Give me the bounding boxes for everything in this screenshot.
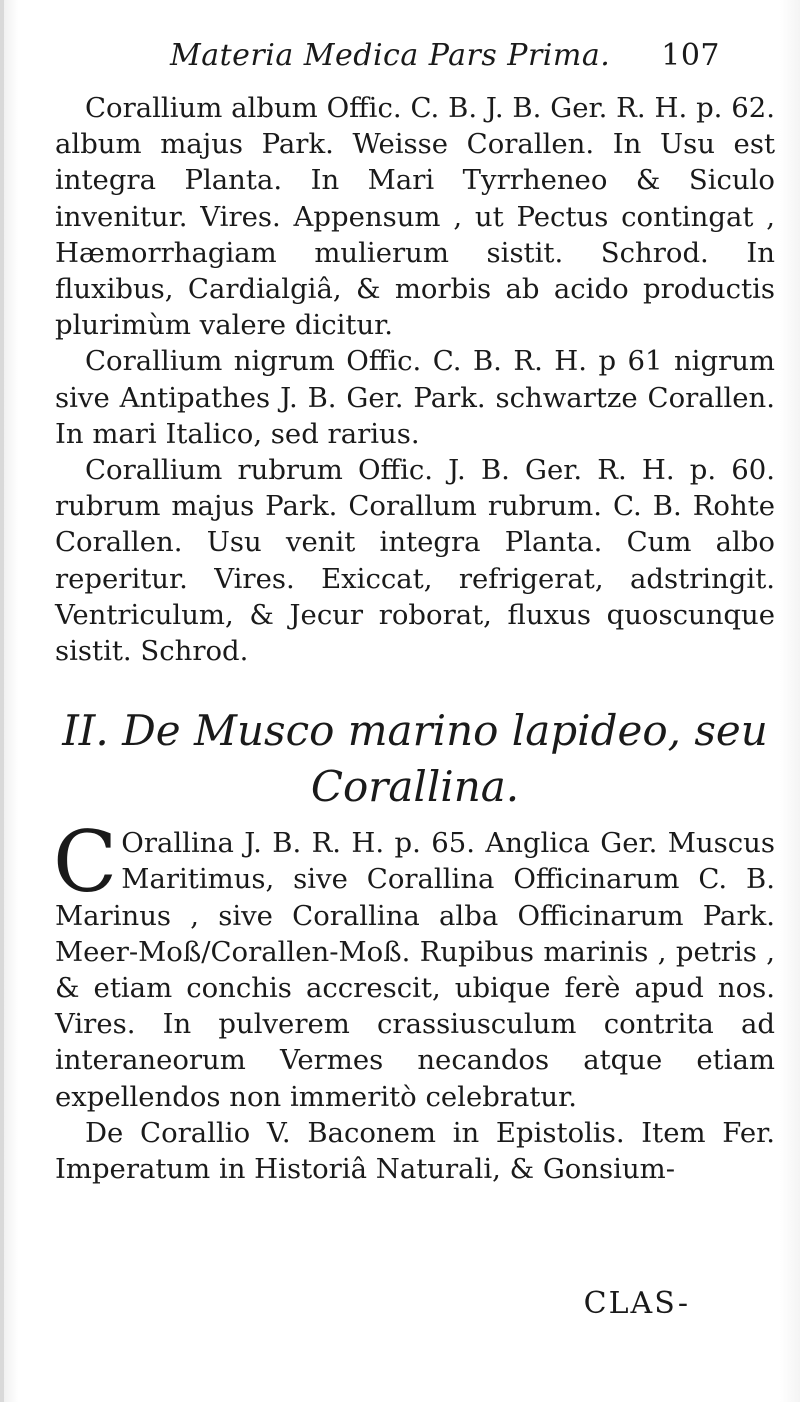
paragraph-corallium-rubrum: Corallium rubrum Offic. J. B. Ger. R. H. p. 60. rubrum majus Park. Corallum rubrum. C. B. Rohte Corallen. Usu venit integra Planta. Cum albo reperitur. Vires. Exiccat, refrigerat, adstringit. Ventriculum, & Jecur roborat, fluxus quoscunque sistit. Schrod.	[55, 454, 775, 668]
section-heading	[55, 703, 775, 815]
page-edge-shadow	[0, 0, 4, 1402]
paragraph-de-corallio	[55, 1115, 775, 1187]
paragraph-corallina	[53, 813, 775, 1115]
paragraph-corallium-nigrum: Corallium nigrum Offic. C. B. R. H. p 61 nigrum sive Antipathes J. B. Ger. Park. schwartze Corallen. In mari Italico, sed rarius.	[55, 345, 775, 450]
paragraph-corallina-text: Orallina J. B. R. H. p. 65. Anglica Ger. Muscus Maritimus, sive Corallina Officinarum C. B. Marinus , sive Corallina alba Officinarum Park. Meer-Moß/Corallen-Moß. Rupibus marinis , petris , & etiam conchis accrescit, ubique ferè apud nos. Vires. In pulverem crassiusculum contrita ad interaneorum Vermes necandos atque etiam expellendos non immeritò celebratur.	[55, 827, 775, 1113]
drop-capital: C	[53, 813, 118, 912]
page-number: 107	[661, 38, 720, 73]
body-text	[55, 90, 775, 1187]
running-title: Materia Medica Pars Prima.	[170, 38, 611, 73]
section-heading-line-1: II. De Musco marino lapideo, seu	[62, 706, 768, 756]
section-heading-line-2: Corallina.	[310, 762, 520, 812]
paragraph-corallium-album: Corallium album Offic. C. B. J. B. Ger. R. H. p. 62. album majus Park. Weisse Corallen. In Usu est integra Planta. In Mari Tyrrheneo & Siculo invenitur. Vires. Appensum , ut Pectus contingat , Hæmorrhagiam mulierum sistit. Schrod. In fluxibus, Cardialgiâ, & morbis ab acido productis plurimùm valere dicitur.	[55, 92, 775, 342]
catchword: CLAS-	[583, 1286, 690, 1321]
running-head	[170, 38, 730, 78]
paragraph-de-corallio-text: De Corallio V. Baconem in Epistolis. Item Fer. Imperatum in Historiâ Naturali, & Gonsium-	[55, 1116, 775, 1186]
